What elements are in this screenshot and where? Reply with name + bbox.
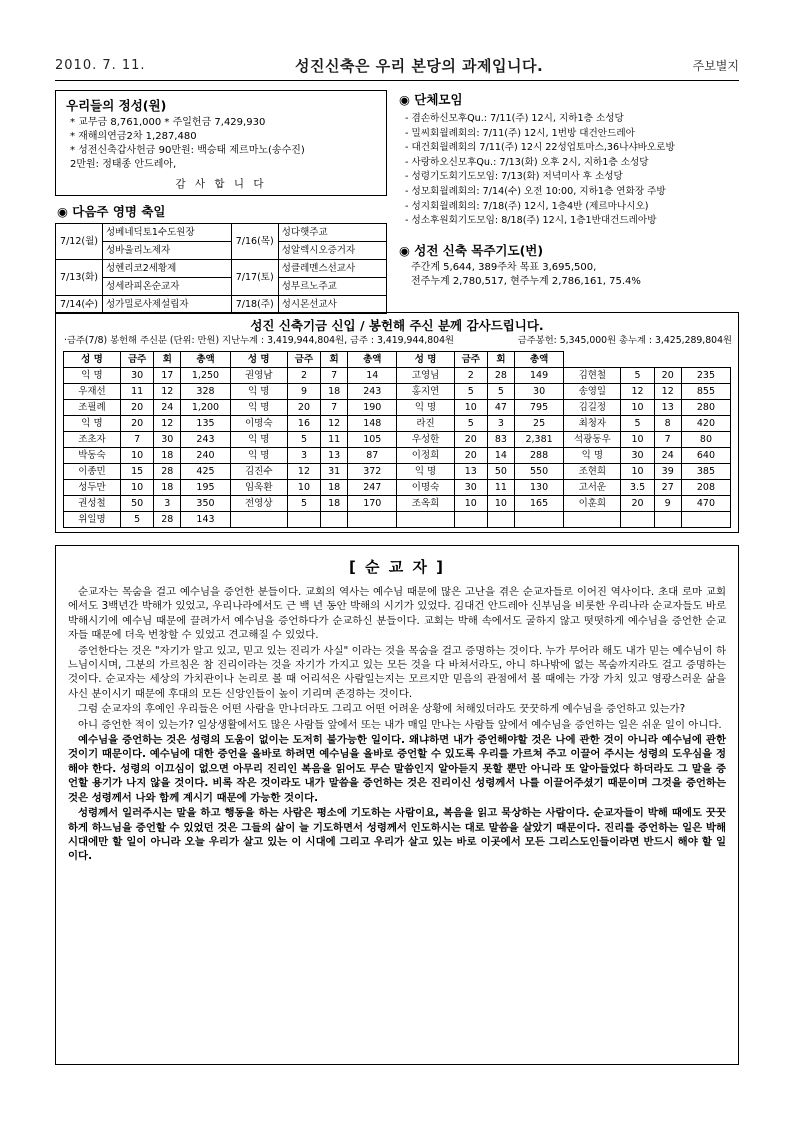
table-cell: 익 명 xyxy=(397,400,454,416)
table-row xyxy=(63,432,730,448)
table-cell: 익 명 xyxy=(230,400,287,416)
table-cell: 조초자 xyxy=(63,432,120,448)
column-header: 금주 xyxy=(287,352,320,368)
groups-list xyxy=(397,111,739,233)
article-title: [ 순 교 자 ] xyxy=(348,558,446,576)
donation-box xyxy=(55,90,387,196)
table-cell: 20 xyxy=(454,432,487,448)
list-item: - 성지회월례회의: 7/18(주) 12시, 1층4반 (제르마나시오) xyxy=(405,200,649,212)
article-body xyxy=(68,585,726,864)
donation-lines xyxy=(60,116,382,174)
prayer-line: 전주누계 2,780,517, 현주누계 2,786,161, 75.4% xyxy=(411,275,641,287)
column-header: 성 명 xyxy=(230,352,287,368)
groups-marker: ◉ xyxy=(399,92,410,107)
table-cell: 고영님 xyxy=(397,368,454,384)
table-cell: 10 xyxy=(121,480,154,496)
table-row xyxy=(63,512,730,528)
table-cell: 석광동우 xyxy=(564,432,621,448)
header-slogan: 성진신축은 우리 본당의 과제입니다. xyxy=(294,56,544,75)
right-column xyxy=(397,90,739,314)
table-cell xyxy=(321,512,348,528)
table-cell: 전영상 xyxy=(230,496,287,512)
table-cell: 288 xyxy=(514,448,563,464)
table-cell: 149 xyxy=(514,368,563,384)
list-item: - 성소후원회기도모임: 8/18(주) 12시, 1층1반대건드레아방 xyxy=(405,215,657,227)
table-cell: 80 xyxy=(681,432,730,448)
feast-day: 7/12(월) xyxy=(56,224,103,260)
table-cell: 조필례 xyxy=(63,400,120,416)
feast-table xyxy=(55,223,387,314)
table-cell: 87 xyxy=(348,448,397,464)
table-cell: 박동숙 xyxy=(63,448,120,464)
table-cell: 47 xyxy=(487,400,514,416)
table-cell: 31 xyxy=(321,464,348,480)
fund-section xyxy=(55,312,739,533)
table-cell: 14 xyxy=(348,368,397,384)
feast-title-label: 다음주 영명 축일 xyxy=(72,204,166,219)
table-cell: 20 xyxy=(287,400,320,416)
article-paragraph: 아니 증언한 적이 있는가? 일상생활에서도 많은 사람들 앞에서 또는 내가 매일 만나는 사람들 앞에서 예수님을 증언하는 일은 쉬운 일이 아니다. xyxy=(78,718,722,731)
table-cell: 9 xyxy=(654,496,681,512)
table-cell: 익 명 xyxy=(63,416,120,432)
article-paragraph: 성령께서 일러주시는 말을 하고 행동을 하는 사람은 평소에 기도하는 사람이요, 복음을 읽고 묵상하는 사람이다. 순교자들이 박해 때에도 꿋꿋하게 하느님을 증언할 수 있었던 것은 그들의 삶이 늘 기도하면서 성령께서 인도하시는 대로 말씀을 살았기 때문이다. 진리를 증언하는 일은 박해시대에만 할 일이 아니라 오늘 우리가 살고 있는 이 시대에 그리고 우리가 살고 있는 바로 이곳에서 모든 그리스도인들이라면 반드시 해야 할 일이다. xyxy=(68,807,726,863)
article-section xyxy=(55,545,739,1065)
table-cell: 11 xyxy=(121,384,154,400)
fund-subline xyxy=(56,335,738,349)
table-cell: 28 xyxy=(487,368,514,384)
prayer-title xyxy=(399,241,739,259)
feast-day: 7/16(목) xyxy=(231,224,278,260)
list-item: - 대건회월례회의 7/11(주) 12시 22성업토마스,36나샤바오로방 xyxy=(405,142,675,154)
table-cell: 195 xyxy=(181,480,230,496)
table-cell: 이명숙 xyxy=(230,416,287,432)
article-paragraph: 증언한다는 것은 "자기가 알고 있고, 믿고 있는 진리가 사실" 이라는 것을 목숨을 걸고 증명하는 것이다. 누가 무어라 해도 내가 믿는 예수님이 하느님이시며, 그분의 가르침은 참 진리이라는 것을 자기가 가지고 있는 모든 것을 다 바쳐서라도, 아니 하나밖에 없는 목숨까지라도 걸고 증명하는 것이다. 순교자는 세상의 가치관이나 논리로 볼 때 어리석은 사람일는지는 모르지만 믿음의 관점에서 볼 때에는 가장 가치 있고 영광스러운 삶을 사신 분이시기 때문에 후대의 모든 신앙인들이 높이 기리며 존경하는 것이다. xyxy=(68,644,726,700)
groups-title xyxy=(399,90,739,108)
table-cell: 24 xyxy=(154,400,181,416)
prayer-line: 주간계 5,644, 389주차 목표 3,695,500, xyxy=(411,261,597,273)
donation-thanks: 감 사 합 니 다 xyxy=(175,178,267,190)
table-cell: 7 xyxy=(321,400,348,416)
feast-name: 성클레멘스선교사 xyxy=(278,260,386,278)
table-cell: 5 xyxy=(454,384,487,400)
column-header: 성 명 xyxy=(63,352,120,368)
table-cell: 190 xyxy=(348,400,397,416)
table-cell: 20 xyxy=(654,368,681,384)
table-cell: 11 xyxy=(321,432,348,448)
list-item: - 성령기도회기도모임: 7/13(화) 저녁미사 후 소성당 xyxy=(405,171,623,183)
table-cell: 243 xyxy=(348,384,397,400)
column-header: 금주 xyxy=(121,352,154,368)
table-cell: 김길정 xyxy=(564,400,621,416)
table-cell: 9 xyxy=(287,384,320,400)
donation-title: 우리들의 정성(원) xyxy=(66,98,167,113)
table-cell: 12 xyxy=(287,464,320,480)
table-cell: 28 xyxy=(154,464,181,480)
table-cell: 148 xyxy=(348,416,397,432)
table-cell: 50 xyxy=(121,496,154,512)
feast-name: 성알렉시오증거자 xyxy=(278,242,386,260)
table-cell: 420 xyxy=(681,416,730,432)
table-cell: 10 xyxy=(621,432,654,448)
column-header: 금주 xyxy=(454,352,487,368)
feast-name: 성부르노주교 xyxy=(278,278,386,296)
table-cell: 12 xyxy=(154,416,181,432)
table-cell: 10 xyxy=(454,400,487,416)
table-cell: 18 xyxy=(321,496,348,512)
table-cell: 18 xyxy=(321,480,348,496)
table-cell: 247 xyxy=(348,480,397,496)
table-cell: 328 xyxy=(181,384,230,400)
feast-day: 7/17(토) xyxy=(231,260,278,296)
table-cell: 익 명 xyxy=(230,448,287,464)
table-cell: 372 xyxy=(348,464,397,480)
table-cell: 5 xyxy=(121,512,154,528)
article-paragraph: 그럼 순교자의 후예인 우리들은 어떤 사람을 만나더라도 그리고 어떤 어려운 상황에 처해있더라도 꿋꿋하게 예수님을 증언하고 있는가? xyxy=(78,703,686,716)
groups-title-label: 단체모임 xyxy=(414,92,463,107)
table-row xyxy=(63,464,730,480)
table-cell: 18 xyxy=(154,480,181,496)
table-row xyxy=(63,400,730,416)
feast-name: 성바울리노제자 xyxy=(103,242,232,260)
table-cell: 이명숙 xyxy=(397,480,454,496)
table-cell: 12 xyxy=(154,384,181,400)
table-cell xyxy=(287,512,320,528)
table-row xyxy=(56,242,387,260)
list-item: - 사랑하오신모후Qu.: 7/13(화) 오후 2시, 지하1층 소성당 xyxy=(405,156,649,168)
table-cell: 이종민 xyxy=(63,464,120,480)
table-cell: 3.5 xyxy=(621,480,654,496)
table-cell: 208 xyxy=(681,480,730,496)
table-cell: 28 xyxy=(154,512,181,528)
table-cell: 10 xyxy=(621,400,654,416)
table-cell: 임욱환 xyxy=(230,480,287,496)
table-cell: 385 xyxy=(681,464,730,480)
table-cell: 165 xyxy=(514,496,563,512)
table-cell: 우성한 xyxy=(397,432,454,448)
table-cell: 30 xyxy=(154,432,181,448)
table-cell: 1,200 xyxy=(181,400,230,416)
table-cell: 조현희 xyxy=(564,464,621,480)
table-cell xyxy=(454,512,487,528)
table-cell: 12 xyxy=(621,384,654,400)
table-cell: 13 xyxy=(321,448,348,464)
table-cell: 30 xyxy=(514,384,563,400)
list-item: - 겸손하신모후Qu.: 7/11(주) 12시, 지하1층 소성당 xyxy=(405,113,624,124)
table-cell: 김현철 xyxy=(564,368,621,384)
table-row xyxy=(63,384,730,400)
table-cell: 송영일 xyxy=(564,384,621,400)
donation-line: * 재해의연금2차 1,287,480 xyxy=(70,131,197,142)
table-cell: 5 xyxy=(487,384,514,400)
list-item: - 성모회월례회의: 7/14(수) 오전 10:00, 지하1층 연화장 주방 xyxy=(405,185,666,197)
table-cell: 30 xyxy=(454,480,487,496)
table-row xyxy=(63,416,730,432)
table-cell: 2 xyxy=(287,368,320,384)
table-cell: 7 xyxy=(321,368,348,384)
header-divider xyxy=(55,80,739,81)
table-cell: 130 xyxy=(514,480,563,496)
table-cell: 3 xyxy=(487,416,514,432)
table-cell: 조옥희 xyxy=(397,496,454,512)
table-row xyxy=(56,224,387,242)
table-cell: 640 xyxy=(681,448,730,464)
table-cell: 235 xyxy=(681,368,730,384)
table-cell: 170 xyxy=(348,496,397,512)
table-cell xyxy=(514,512,563,528)
prayer-title-label: 성전 신축 목주기도(번) xyxy=(414,242,544,258)
table-cell: 익 명 xyxy=(230,432,287,448)
table-cell: 10 xyxy=(287,480,320,496)
table-cell: 김진수 xyxy=(230,464,287,480)
fund-subline-right: 금주봉헌: 5,345,000원 총누계 : 3,425,289,804원 xyxy=(517,335,732,346)
table-header-row xyxy=(63,352,730,368)
table-cell: 최청자 xyxy=(564,416,621,432)
table-cell: 855 xyxy=(681,384,730,400)
table-cell: 5 xyxy=(287,432,320,448)
column-header: 회 xyxy=(321,352,348,368)
feast-name: 성세라피온순교자 xyxy=(103,278,232,296)
table-cell: 39 xyxy=(654,464,681,480)
table-cell: 350 xyxy=(181,496,230,512)
donation-line: 2만원: 정태종 안드레아, xyxy=(70,159,177,170)
table-cell: 50 xyxy=(487,464,514,480)
table-cell: 20 xyxy=(621,496,654,512)
fund-subline-left: ·금주(7/8) 봉헌해 주신분 (단위: 만원) 지난누계 : 3,419,944,804원, 금주 : 3,419,944,804원 xyxy=(64,335,454,346)
list-item: - 밀씨회월례회의: 7/11(주) 12시, 1번방 대건안드레아 xyxy=(405,127,635,139)
table-cell: 2,381 xyxy=(514,432,563,448)
prayer-marker: ◉ xyxy=(399,242,410,258)
table-cell: 12 xyxy=(321,416,348,432)
table-cell: 익 명 xyxy=(397,464,454,480)
table-cell: 30 xyxy=(621,448,654,464)
table-cell xyxy=(564,512,621,528)
table-cell: 성두만 xyxy=(63,480,120,496)
table-cell: 권성철 xyxy=(63,496,120,512)
table-cell: 이훈희 xyxy=(564,496,621,512)
table-cell: 5 xyxy=(621,368,654,384)
feast-day: 7/14(수) xyxy=(56,296,103,314)
table-cell: 12 xyxy=(654,384,681,400)
table-cell xyxy=(397,512,454,528)
table-cell: 7 xyxy=(121,432,154,448)
feast-day: 7/18(주) xyxy=(231,296,278,314)
table-cell: 익 명 xyxy=(230,384,287,400)
table-cell xyxy=(621,512,654,528)
table-cell: 위일명 xyxy=(63,512,120,528)
table-cell: 470 xyxy=(681,496,730,512)
column-header: 회 xyxy=(154,352,181,368)
donation-line: * 성전신축갑사헌금 90만원: 백승태 제르마노(송수진) xyxy=(70,145,305,156)
table-cell: 20 xyxy=(121,416,154,432)
table-cell: 13 xyxy=(654,400,681,416)
table-cell: 7 xyxy=(654,432,681,448)
table-cell: 25 xyxy=(514,416,563,432)
table-row xyxy=(63,496,730,512)
table-cell: 15 xyxy=(121,464,154,480)
table-cell: 18 xyxy=(321,384,348,400)
table-cell: 3 xyxy=(287,448,320,464)
table-cell: 5 xyxy=(287,496,320,512)
table-cell xyxy=(230,512,287,528)
top-section xyxy=(55,90,739,314)
table-cell xyxy=(681,512,730,528)
table-cell: 10 xyxy=(621,464,654,480)
table-cell: 425 xyxy=(181,464,230,480)
column-header: 회 xyxy=(487,352,514,368)
table-cell: 105 xyxy=(348,432,397,448)
table-cell: 16 xyxy=(287,416,320,432)
table-cell: 18 xyxy=(154,448,181,464)
table-cell xyxy=(654,512,681,528)
table-cell: 24 xyxy=(654,448,681,464)
feast-name: 성다햇주교 xyxy=(278,224,386,242)
table-row xyxy=(63,480,730,496)
table-cell: 795 xyxy=(514,400,563,416)
table-cell: 권영남 xyxy=(230,368,287,384)
feast-title xyxy=(57,202,387,220)
table-cell: 83 xyxy=(487,432,514,448)
table-cell: 고서운 xyxy=(564,480,621,496)
table-cell: 우재선 xyxy=(63,384,120,400)
table-cell: 11 xyxy=(487,480,514,496)
feast-name: 성헨리코2세황제 xyxy=(103,260,232,278)
table-cell: 17 xyxy=(154,368,181,384)
table-cell: 13 xyxy=(454,464,487,480)
feast-name: 성베네딕토1수도원장 xyxy=(103,224,232,242)
column-header: 총액 xyxy=(348,352,397,368)
feast-day: 7/13(화) xyxy=(56,260,103,296)
table-row xyxy=(56,296,387,314)
table-cell: 10 xyxy=(121,448,154,464)
table-cell: 30 xyxy=(121,368,154,384)
table-cell: 익 명 xyxy=(564,448,621,464)
column-header: 성 명 xyxy=(397,352,454,368)
table-row xyxy=(63,368,730,384)
donation-line: * 교무금 8,761,000 * 주일헌금 7,429,930 xyxy=(70,117,266,128)
table-cell xyxy=(348,512,397,528)
table-cell xyxy=(487,512,514,528)
table-cell: 5 xyxy=(454,416,487,432)
column-header: 총액 xyxy=(514,352,563,368)
table-cell: 익 명 xyxy=(63,368,120,384)
table-cell: 550 xyxy=(514,464,563,480)
table-cell: 20 xyxy=(454,448,487,464)
table-cell: 135 xyxy=(181,416,230,432)
table-cell: 홍지연 xyxy=(397,384,454,400)
table-cell: 3 xyxy=(154,496,181,512)
table-row xyxy=(63,448,730,464)
page-header xyxy=(55,48,739,82)
table-cell: 5 xyxy=(621,416,654,432)
table-cell: 1,250 xyxy=(181,368,230,384)
column-header: 총액 xyxy=(181,352,230,368)
feast-marker: ◉ xyxy=(57,204,68,219)
table-cell: 라진 xyxy=(397,416,454,432)
table-cell: 10 xyxy=(454,496,487,512)
table-cell: 243 xyxy=(181,432,230,448)
table-cell: 이정희 xyxy=(397,448,454,464)
article-paragraph: 순교자는 목숨을 걸고 예수님을 증언한 분들이다. 교회의 역사는 예수님 때문에 많은 고난을 겪은 순교자들로 이어진 역사이다. 초대 로마 교회에서도 3백년간 박해가 있었고, 우리나라에서도 근 백 년 동안 박해의 시기가 있었다. 김대건 안드레아 신부님을 비롯한 우리나라 순교자들도 바로 박해시기에 예수님 때문에 끌려가서 예수님을 증언하다가 순교하신 분들이다. 교회는 박해 속에서도 굴하지 않고 떳떳하게 예수님을 증언한 순교자들 때문에 더욱 번창할 수 있었고 견고해질 수 있었다. xyxy=(68,586,726,642)
table-cell: 27 xyxy=(654,480,681,496)
feast-name: 성시몬선교사 xyxy=(278,296,386,314)
fund-title: 성진 신축기금 신입 / 봉헌해 주신 분께 감사드립니다. xyxy=(250,318,544,333)
prayer-body xyxy=(397,261,739,289)
table-row xyxy=(56,260,387,278)
table-cell: 10 xyxy=(487,496,514,512)
left-column xyxy=(55,90,387,314)
article-paragraph: 예수님을 증언하는 것은 성령의 도움이 없이는 도저히 불가능한 일이다. 왜냐하면 내가 증언해야할 것은 나에 관한 것이 아니라 예수님에 관한 것이기 때문이다. 예수님에 대한 증언을 올바로 하려면 예수님을 올바로 증언할 수 있도록 우리를 가르쳐 주고 이끌어 주시는 성령의 도우심을 정해야 한다. 성령의 이끄심이 없으면 아무리 진리인 복음을 읽어도 무슨 말씀인지 알아듣지 못할 뿐만 아니라 또 알아들었다 하더라도 그 말을 증언할 용기가 나지 않을 것이다. 비록 작은 것이라도 내가 말씀을 증언하는 것은 진리이신 성령께서 나를 이끌어주셨기 때문이며 그것을 증언하는 것은 성령께서 나와 함께 계시기 때문에 가능한 것이다. xyxy=(68,734,726,804)
table-cell: 2 xyxy=(454,368,487,384)
fund-table xyxy=(63,351,731,528)
table-cell: 8 xyxy=(654,416,681,432)
table-cell: 14 xyxy=(487,448,514,464)
table-cell: 20 xyxy=(121,400,154,416)
header-label: 주보별지 xyxy=(692,58,739,73)
feast-name: 성가밀로사제설립자 xyxy=(103,296,232,314)
table-cell: 240 xyxy=(181,448,230,464)
table-cell: 143 xyxy=(181,512,230,528)
table-row xyxy=(56,278,387,296)
issue-date: 2010. 7. 11. xyxy=(55,57,146,73)
table-cell: 280 xyxy=(681,400,730,416)
